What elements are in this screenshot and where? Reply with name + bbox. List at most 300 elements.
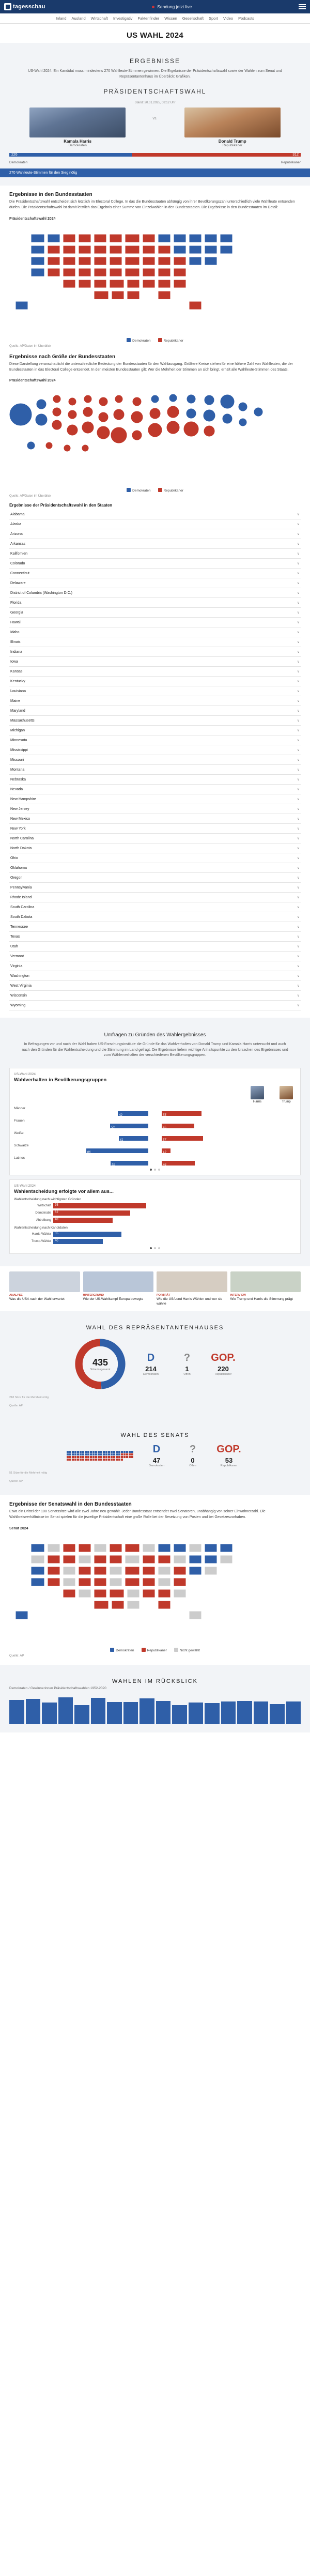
seat-marker [108,1451,110,1453]
state-name: Pennsylvania [10,885,32,890]
chevron-down-icon[interactable]: ∨ [297,876,300,880]
seat-marker [95,1453,97,1455]
candidate-trump[interactable] [184,108,281,147]
state-row[interactable] [9,745,301,755]
chevron-down-icon[interactable]: ∨ [297,758,300,762]
chart-voting-groups [9,1068,301,1175]
house-heading: WAHL DES REPRÄSENTANTENHAUSES [86,1325,224,1331]
senate-map-source: Quelle: AP [9,1654,24,1658]
state-row[interactable] [9,686,301,696]
party-label: Republikaner [220,1464,238,1468]
chevron-down-icon[interactable]: ∨ [297,768,300,772]
state-name: North Dakota [10,846,32,850]
chevron-down-icon[interactable]: ∨ [297,807,300,811]
state-row[interactable] [9,902,301,912]
state-row[interactable] [9,657,301,667]
state-row[interactable] [9,775,301,785]
state-row[interactable] [9,863,301,873]
chevron-down-icon[interactable]: ∨ [297,817,300,821]
state-row[interactable] [9,834,301,844]
state-name: Kansas [10,669,23,673]
versus-label: vs. [152,117,158,120]
chevron-down-icon[interactable]: ∨ [297,689,300,694]
state-row[interactable] [9,981,301,991]
bar-value: 55 [55,1232,58,1235]
state-name: Louisiana [10,689,26,693]
chevron-down-icon[interactable]: ∨ [297,974,300,978]
brand-name: tagesschau [13,4,45,10]
state-name: Virginia [10,964,23,968]
chevron-down-icon[interactable]: ∨ [297,572,300,576]
bubble-section [0,348,310,498]
chevron-down-icon[interactable]: ∨ [297,984,300,988]
electoral-map-label: Präsidentschaftswahl 2024 [9,217,56,221]
state-name: Idaho [10,630,20,634]
chevron-down-icon[interactable]: ∨ [297,581,300,586]
seat-marker [95,1451,97,1453]
chevron-down-icon[interactable]: ∨ [297,591,300,595]
state-row[interactable] [9,667,301,677]
seat-marker [82,1451,84,1453]
party-label: Demokraten [143,1373,159,1376]
seat-marker [108,1456,110,1458]
state-row[interactable] [9,529,301,539]
chevron-down-icon[interactable]: ∨ [297,601,300,605]
bubble-source: Quelle: AP/Daten im Überblick [9,495,51,498]
state-row[interactable] [9,794,301,804]
chart-group-label: Männer [14,1106,26,1110]
top-bar [0,0,310,13]
avatar [251,1086,264,1099]
article-kicker: INTERVIEW [230,1293,246,1297]
chevron-down-icon[interactable]: ∨ [297,964,300,969]
us-map-senate[interactable] [0,1534,310,1645]
state-row[interactable] [9,696,301,706]
house-section [0,1311,310,1421]
seat-marker [85,1459,87,1461]
seat-marker [105,1451,107,1453]
state-name: Illinois [10,640,21,644]
chart-group-label: Frauen [14,1118,25,1123]
state-name: North Carolina [10,836,34,840]
state-row[interactable] [9,804,301,814]
state-row[interactable] [9,539,301,549]
seat-marker [82,1456,84,1458]
chevron-down-icon[interactable]: ∨ [297,552,300,556]
chevron-down-icon[interactable]: ∨ [297,827,300,831]
nav-item-sport[interactable]: Sport [209,16,219,21]
chevron-down-icon[interactable]: ∨ [297,542,300,546]
state-row[interactable] [9,519,301,529]
history-bar [221,1701,236,1724]
seat-marker [69,1453,71,1455]
state-name: Wisconsin [10,993,27,998]
seat-marker [113,1451,115,1453]
state-row[interactable] [9,598,301,608]
state-name: Montana [10,768,25,772]
seat-marker [121,1451,123,1453]
state-row[interactable] [9,873,301,883]
state-row[interactable] [9,608,301,618]
state-name: Arizona [10,532,23,536]
bar-value: 48 [55,1218,58,1221]
chevron-down-icon[interactable]: ∨ [297,778,300,782]
chevron-down-icon[interactable]: ∨ [297,945,300,949]
live-indicator[interactable] [50,4,295,9]
state-results-section [0,498,310,1010]
chevron-down-icon[interactable]: ∨ [297,798,300,802]
seat-marker [98,1453,100,1455]
legend-item-none: Nicht gewählt [174,1648,200,1652]
seat-marker [108,1459,110,1461]
state-row[interactable] [9,726,301,735]
bar-label: Abtreibung [36,1218,51,1222]
bar-fill [53,1210,130,1216]
bar-dem: 86 [14,1148,148,1153]
brand-logo[interactable] [4,3,45,10]
state-row[interactable] [9,814,301,824]
chevron-down-icon[interactable]: ∨ [297,748,300,753]
nav-item-faktenfinder[interactable]: Faktenfinder [137,16,160,21]
state-row[interactable] [9,559,301,569]
state-row[interactable] [9,637,301,647]
nav-item-wissen[interactable]: Wissen [164,16,177,21]
seat-marker [131,1451,133,1453]
chevron-down-icon[interactable]: ∨ [297,837,300,841]
party-label: Republikaner [214,1373,232,1376]
legend-item-dem: Demokraten [110,1648,134,1652]
chevron-down-icon[interactable]: ∨ [297,955,300,959]
us-map-states[interactable] [0,224,310,335]
article-kicker: HINTERGRUND [83,1293,104,1297]
nav-item-inland[interactable]: Inland [56,16,67,21]
seat-marker [85,1456,87,1458]
state-row[interactable] [9,912,301,922]
logo-icon [4,3,11,10]
seat-marker [77,1453,79,1455]
state-row[interactable] [9,647,301,657]
house-party-open [173,1352,202,1376]
article-card[interactable] [157,1271,227,1307]
bar-segment-rep: 312 [132,153,301,157]
majority-note: 270 Wahlleute-Stimmen für den Sieg nötig [0,168,310,177]
state-row[interactable] [9,932,301,942]
hamburger-icon[interactable] [299,4,306,9]
state-row[interactable] [9,952,301,961]
chevron-down-icon[interactable]: ∨ [297,640,300,645]
state-row[interactable] [9,844,301,853]
chart-section-label-1: Wahlentscheidung nach wichtigsten Gründen [14,1197,82,1201]
chevron-down-icon[interactable]: ∨ [297,915,300,919]
history-bar [189,1703,204,1724]
bar-fill [53,1203,146,1208]
chevron-down-icon[interactable]: ∨ [297,847,300,851]
history-bar [9,1700,24,1724]
state-name: Oklahoma [10,866,27,870]
chevron-down-icon[interactable]: ∨ [297,680,300,684]
seat-marker [116,1456,118,1458]
chevron-down-icon[interactable]: ∨ [297,866,300,870]
chevron-down-icon[interactable]: ∨ [297,631,300,635]
party-badge: GOP. [211,1352,236,1364]
bar-fill [53,1239,103,1244]
candidate-harris[interactable] [29,108,126,147]
article-card[interactable] [9,1271,80,1307]
state-row[interactable] [9,991,301,1001]
article-card[interactable] [83,1271,154,1307]
candidate-name: Kamala Harris [64,139,92,144]
state-row[interactable] [9,785,301,794]
chevron-down-icon[interactable]: ∨ [297,994,300,998]
bar-track [53,1232,296,1237]
state-name: New Mexico [10,817,30,821]
main-nav [0,13,310,24]
chevron-down-icon[interactable]: ∨ [297,739,300,743]
seat-marker [74,1459,76,1461]
history-bar [91,1698,106,1724]
state-row[interactable] [9,765,301,775]
bar-track [53,1239,296,1244]
party-label: Offen [183,1373,191,1376]
chevron-down-icon[interactable]: ∨ [297,729,300,733]
state-row[interactable] [9,755,301,765]
nav-item-wirtschaft[interactable]: Wirtschaft [90,16,108,21]
state-row[interactable] [9,588,301,598]
bar-value: 62 [55,1210,58,1214]
chevron-down-icon[interactable]: ∨ [297,1004,300,1008]
chart-kicker: US-Wahl 2024 [14,1072,36,1076]
nav-item-podcasts[interactable]: Podcasts [238,16,254,21]
polls-text: In Befragungen vor und nach der Wahl haben US-Forschungsinstitute die Gründe für das Wahlverhalten von Donald Trump und Kamala Harris untersucht und auch nach den Gründen für die Wahlentscheidung und die Stimmung im Land gefragt. Die Ergebnisse liefern wichtige Anhaltspunkte zu den Ursachen des Ergebnisses und zum Wählerverhalten der verschiedenen Bevölkerungsgruppen. [22,1042,288,1057]
party-seats: 220 [218,1365,229,1373]
state-name: Arkansas [10,542,26,546]
chevron-down-icon[interactable]: ∨ [297,925,300,929]
seat-marker [131,1453,133,1455]
legend-item-dem: Demokraten [127,338,150,343]
rueckblick-bars [0,1693,310,1724]
chart-group [14,1107,296,1116]
article-image [157,1271,227,1292]
seat-marker [113,1459,115,1461]
chevron-down-icon[interactable]: ∨ [297,709,300,713]
carousel-dots[interactable] [14,1244,296,1249]
party-label: Offen [189,1464,196,1468]
senate-tally [142,1444,243,1467]
state-row[interactable] [9,1001,301,1010]
rueckblick-heading: WAHLEN IM RÜCKBLICK [112,1678,198,1685]
bar-rep: 12 [162,1148,296,1153]
state-row[interactable] [9,942,301,952]
chevron-down-icon[interactable]: ∨ [297,886,300,890]
avatar [29,108,126,137]
chevron-down-icon[interactable]: ∨ [297,621,300,625]
state-row[interactable] [9,971,301,981]
page-title: US WAHL 2024 [126,31,184,40]
party-seats: 47 [152,1456,161,1465]
state-name: New York [10,826,26,831]
legend-item-rep: Republikaner [142,1648,167,1652]
map-source: Quelle: AP/Daten im Überblick [9,344,51,348]
nav-item-ausland[interactable]: Ausland [71,16,86,21]
history-bar [254,1701,269,1724]
bar-legend [0,159,310,164]
seat-marker [111,1459,113,1461]
state-name: Washington [10,974,29,978]
history-bar [74,1705,89,1724]
article-kicker: PORTRÄT [157,1293,171,1297]
seat-marker [82,1459,84,1461]
state-row[interactable] [9,677,301,686]
state-row[interactable] [9,716,301,726]
state-name: Georgia [10,610,23,615]
seat-marker [100,1451,102,1453]
nav-item-gesellschaft[interactable]: Gesellschaft [182,16,204,21]
history-bar [172,1705,187,1724]
seat-marker [123,1453,126,1455]
state-row[interactable] [9,883,301,893]
state-row[interactable] [9,893,301,902]
seat-marker [87,1459,89,1461]
chart-head-harris: Harris [251,1086,264,1103]
chevron-down-icon[interactable]: ∨ [297,532,300,536]
state-row[interactable] [9,578,301,588]
seat-marker [74,1451,76,1453]
bar-fill [53,1218,113,1223]
chevron-down-icon[interactable]: ∨ [297,562,300,566]
seat-marker [77,1451,79,1453]
nav-item-investigativ[interactable]: Investigativ [113,16,133,21]
state-row[interactable] [9,706,301,716]
us-map-bubbles[interactable] [0,384,310,487]
seat-marker [118,1451,120,1453]
seat-marker [100,1459,102,1461]
rueckblick-section [0,1665,310,1732]
state-row[interactable] [9,627,301,637]
state-name: Wyoming [10,1003,26,1007]
seat-marker [74,1453,76,1455]
map-legend [0,337,310,343]
state-list-title: Ergebnisse der Präsidentschaftswahl in den Staaten [9,503,113,508]
seat-marker [129,1451,131,1453]
state-row[interactable] [9,618,301,627]
party-label: Demokraten [149,1464,164,1468]
electoral-vote-bar [0,147,310,159]
senate-source: Quelle: AP [9,1480,23,1483]
chevron-down-icon[interactable]: ∨ [297,660,300,664]
history-bar [58,1697,73,1724]
seat-marker [103,1451,105,1453]
state-name: Kentucky [10,679,25,683]
house-total-caption: Sitze insgesamt [90,1368,111,1371]
chevron-down-icon[interactable]: ∨ [297,935,300,939]
seat-marker [126,1456,128,1458]
seat-marker [111,1453,113,1455]
state-name: Minnesota [10,738,27,742]
state-row[interactable] [9,961,301,971]
seat-marker [92,1456,95,1458]
seat-marker [80,1451,82,1453]
chevron-down-icon[interactable]: ∨ [297,856,300,861]
chevron-down-icon[interactable]: ∨ [297,523,300,527]
party-badge: D [152,1444,161,1455]
chevron-down-icon[interactable]: ∨ [297,788,300,792]
carousel-dots[interactable] [14,1166,296,1171]
chevron-down-icon[interactable]: ∨ [297,611,300,615]
seat-marker [67,1451,69,1453]
results-heading: ERGEBNISSE [129,57,181,65]
state-name: District of Columbia (Washington D.C.) [10,591,72,595]
state-row[interactable] [9,510,301,519]
senate-map-label: Senat 2024 [9,1527,28,1531]
state-row[interactable] [9,569,301,578]
chart-group [14,1156,296,1166]
chevron-down-icon[interactable]: ∨ [297,699,300,703]
state-name: South Carolina [10,905,35,909]
chevron-down-icon[interactable]: ∨ [297,906,300,910]
state-row[interactable] [9,735,301,745]
live-label: Sendung jetzt live [157,4,192,9]
state-row[interactable] [9,853,301,863]
bar-value: 40 [55,1239,58,1243]
chart-bar-row [14,1203,296,1208]
article-card[interactable] [230,1271,301,1307]
seat-marker [69,1456,71,1458]
seat-marker [123,1451,126,1453]
chevron-down-icon[interactable]: ∨ [297,896,300,900]
state-row[interactable] [9,549,301,559]
bar-rep: 57 [162,1136,296,1141]
chevron-down-icon[interactable]: ∨ [297,650,300,654]
state-name: West Virginia [10,984,32,988]
state-name: Massachusetts [10,718,35,723]
seat-marker [69,1451,71,1453]
seat-marker [77,1459,79,1461]
state-name: Nebraska [10,777,26,781]
chart-bar-row [14,1218,296,1223]
nav-item-video[interactable]: Video [223,16,234,21]
bar-value: 75 [55,1203,58,1207]
seat-marker [113,1456,115,1458]
senate-states-section [0,1495,310,1658]
seat-marker [131,1456,133,1458]
chevron-down-icon[interactable]: ∨ [297,670,300,674]
state-name: Connecticut [10,571,29,575]
chart-bar-row [14,1239,296,1244]
history-bar [156,1701,171,1724]
seat-marker [111,1451,113,1453]
state-row[interactable] [9,824,301,834]
seat-marker [118,1456,120,1458]
state-name: Vermont [10,954,24,958]
results-intro: US-Wahl 2024: Ein Kandidat muss mindestens 270 Wahlleute-Stimmen gewinnen. Die Ergebnisse der Präsidentschaftswahl sowie der Wahlen zum Senat und Repräsentantenhaus im Überblick: Grafiken. [28,69,282,79]
chevron-down-icon[interactable]: ∨ [297,719,300,723]
party-seats: 53 [225,1456,233,1465]
chevron-down-icon[interactable]: ∨ [297,513,300,517]
polls-heading: Umfragen zu Gründen des Wahlergebnisses [104,1032,206,1038]
avatar [280,1086,293,1099]
seat-marker [90,1453,92,1455]
article-title: Wie der US-Wahlkampf Europa bewegte [83,1297,144,1301]
seat-marker [90,1451,92,1453]
electoral-section [0,186,310,348]
state-name: Alaska [10,522,22,526]
party-seats: 1 [185,1365,189,1373]
seat-marker [72,1453,74,1455]
state-row[interactable] [9,922,301,932]
legend-dem: Demokraten [9,161,28,164]
senate-party-dem [142,1444,171,1467]
house-tally [136,1352,238,1376]
